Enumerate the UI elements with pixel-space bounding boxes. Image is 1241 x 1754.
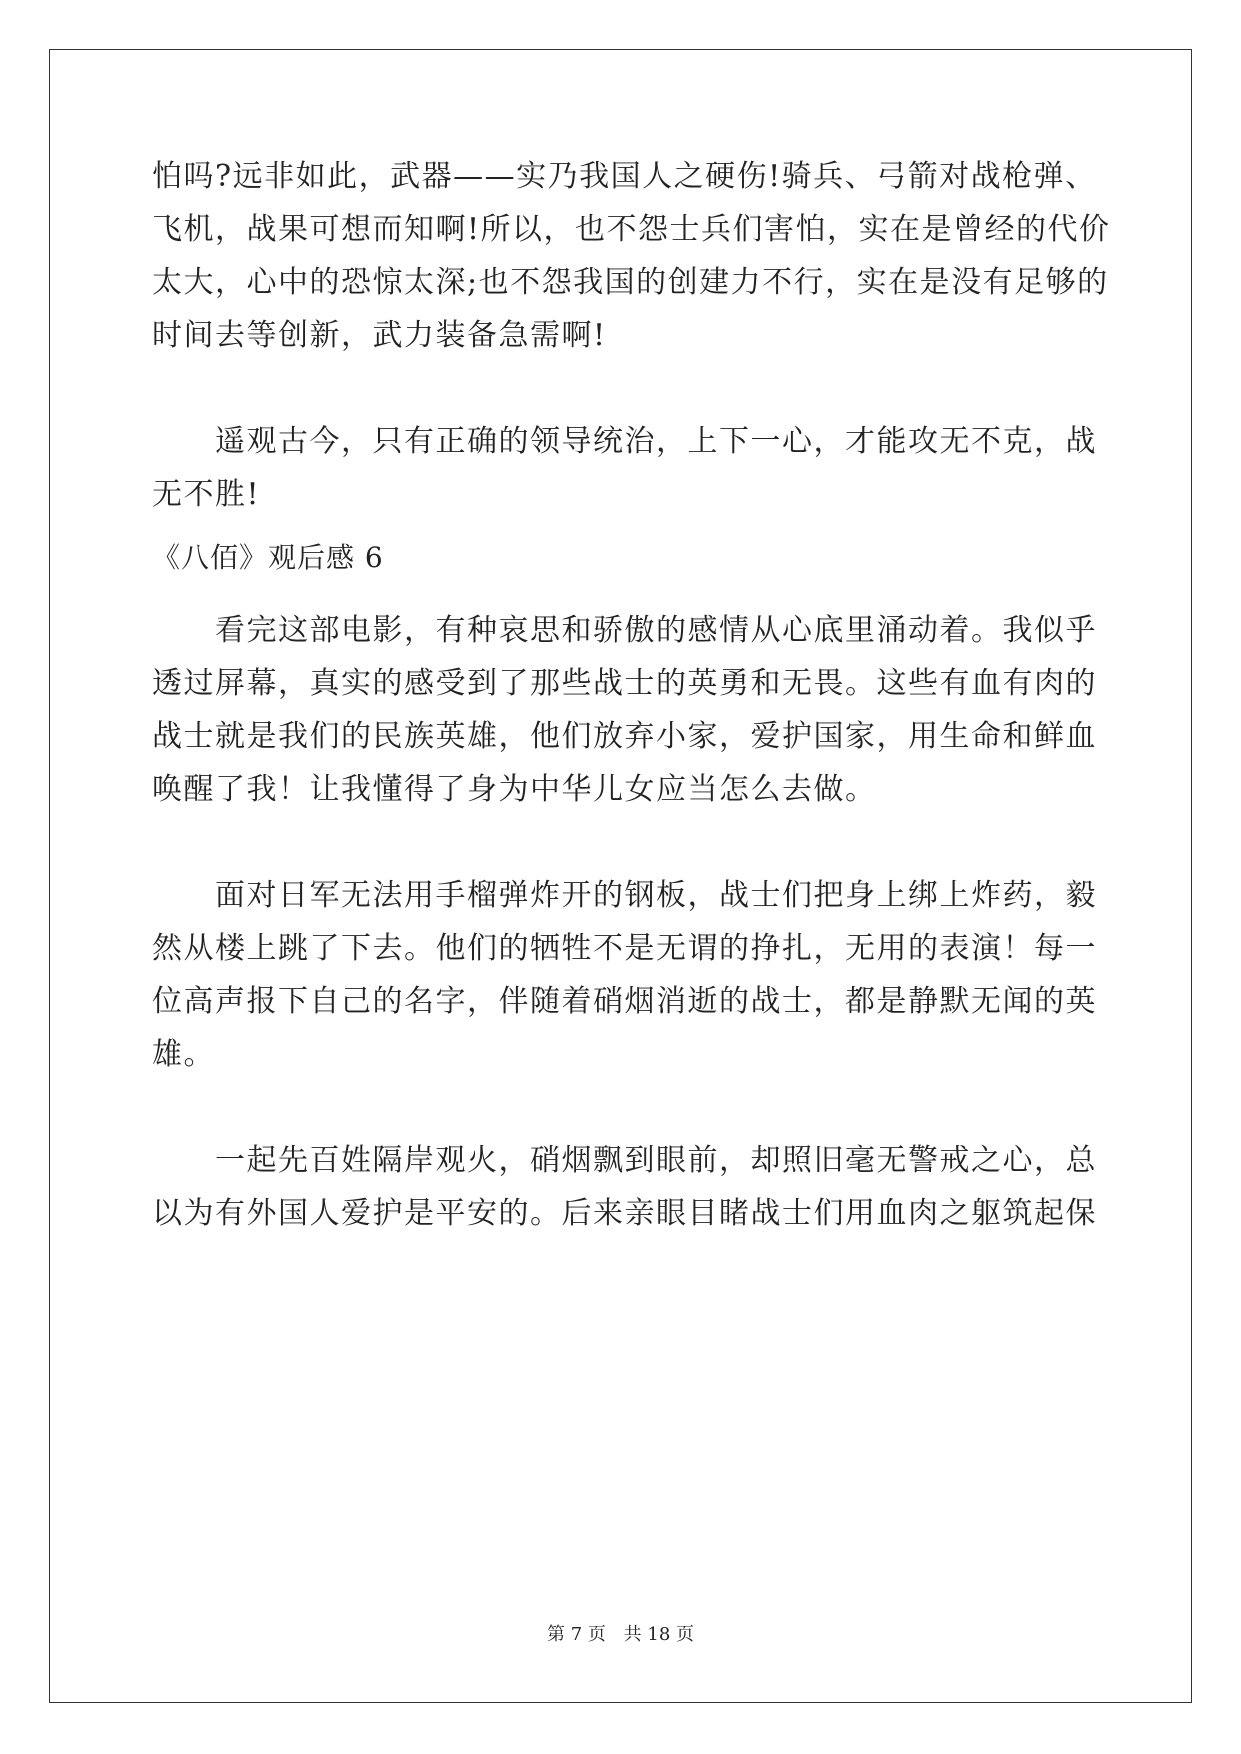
paragraph-gap [152,816,1092,869]
text-line: 时间去等创新，武力装备急需啊! [152,318,607,353]
text-line: 面对日军无法用手榴弹炸开的钢板，战士们把身上绑上炸药，毅 [152,878,1097,913]
text-line: 然从楼上跳了下去。他们的牺牲不是无谓的挣扎，无用的表演！每一 [152,931,1097,966]
page-footer [0,1620,1241,1646]
paragraph-gap [152,362,1092,415]
paragraph-gap [152,584,1092,604]
text-line: 遥观古今，只有正确的领导统治，上下一心，才能攻无不克，战 [152,424,1097,459]
text-line: 透过屏幕，真实的感受到了那些战士的英勇和无畏。这些有血有肉的 [152,666,1097,701]
document-body [152,150,1111,1240]
text-line: 无不胜! [152,477,261,512]
section-heading: 《八佰》观后感 6 [152,541,384,574]
text-line: 雄。 [152,1037,215,1072]
text-line: 怕吗?远非如此，武器——实乃我国人之硬伤!骑兵、弓箭对战枪弹、 [152,159,1097,194]
paragraph-gap [152,521,1092,531]
text-line: 位高声报下自己的名字，伴随着硝烟消逝的战士，都是静默无闻的英 [152,984,1097,1019]
text-line: 唤醒了我！让我懂得了身为中华儿女应当怎么去做。 [152,772,877,807]
text-line: 太大，心中的恐惊太深;也不怨我国的创建力不行，实在是没有足够的 [152,265,1109,300]
text-line: 看完这部电影，有种哀思和骄傲的感情从心底里涌动着。我似乎 [152,613,1097,648]
text-line: 一起先百姓隔岸观火，硝烟飘到眼前，却照旧毫无警戒之心，总 [152,1143,1097,1178]
page-total: 共 18 页 [623,1624,694,1645]
text-line: 飞机，战果可想而知啊!所以，也不怨士兵们害怕，实在是曾经的代价 [152,212,1111,247]
text-line: 战士就是我们的民族英雄，他们放弃小家，爱护国家，用生命和鲜血 [152,719,1097,754]
paragraph-gap [152,1081,1092,1134]
page-number: 第 7 页 [547,1624,606,1645]
text-line: 以为有外国人爱护是平安的。后来亲眼目睹战士们用血肉之躯筑起保 [152,1196,1097,1231]
